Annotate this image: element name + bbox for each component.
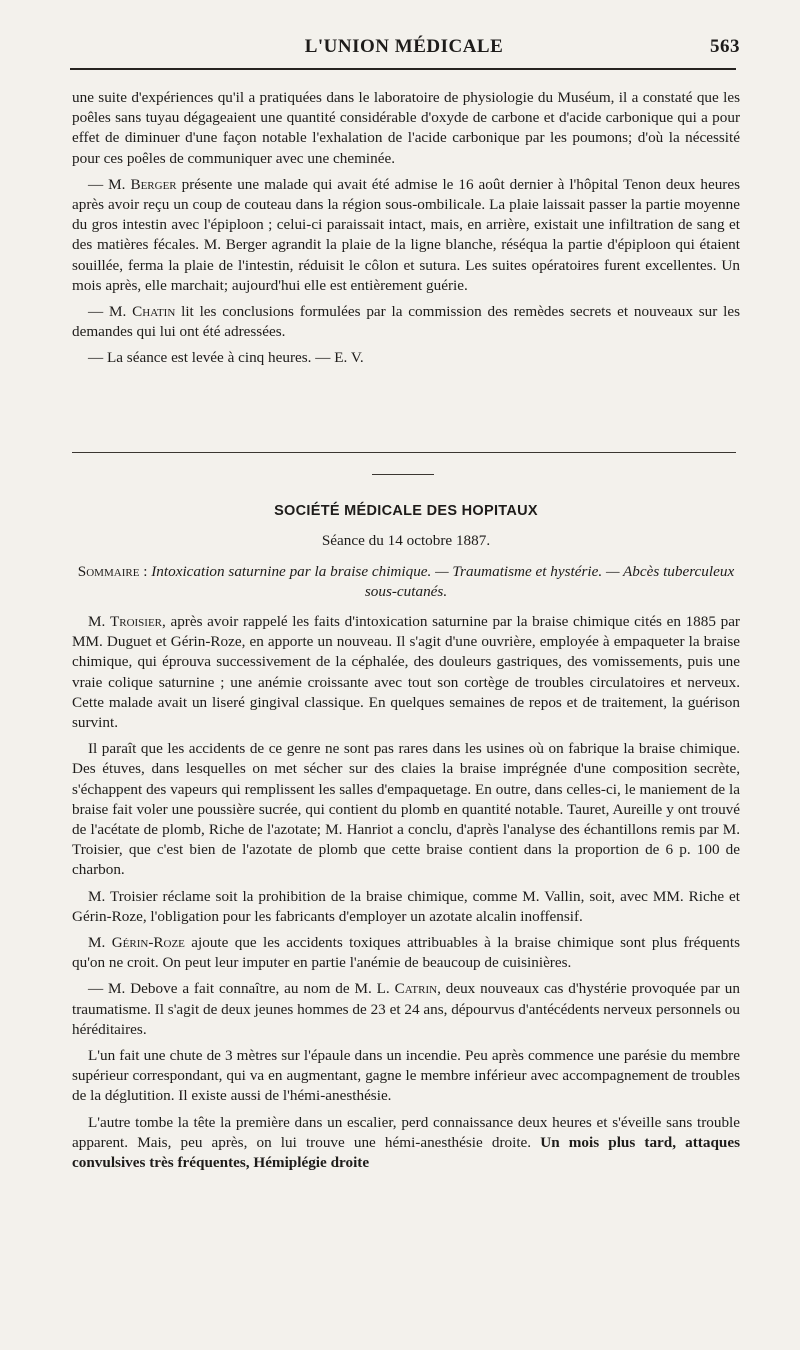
paragraph-text: , deux nouveaux cas d'hystérie provoquée par un traumatisme. Il s'agit de deux jeunes hommes de 23 et 24 ans, dépourvus d'antécédents nerveux personnels ou héréditaires. xyxy=(72,980,740,1038)
paragraph-gerin-roze xyxy=(72,933,740,973)
paragraph-text-bold: Un mois plus tard, attaques convulsives très fréquentes, Hémiplégie droite xyxy=(72,1133,741,1172)
paragraph-session-closed: — La séance est levée à cinq heures. — E. V. xyxy=(88,349,364,367)
paragraph-berger xyxy=(72,175,740,296)
short-rule xyxy=(372,474,434,475)
paragraph-prefix: — M. xyxy=(88,175,126,193)
running-head xyxy=(66,34,742,62)
author-name-chatin: Chatin xyxy=(132,303,176,321)
paragraph-second-case xyxy=(72,1113,740,1174)
paragraph-text: , après avoir rappelé les faits d'intoxication saturnine par la braise chimique cités en 1885 par MM. Duguet et Gérin-Roze, en apporte un nouveau. Il s'agit d'une ouvrière, employée à empaqueter la braise chimique, qui éprouva successivement de la céphalée, des douleurs gastriques, des vomissements, puis une vraie colique saturnine ; une anémie croissante avec tout son cortège de troubles circulatoires et nerveux. Cette malade avait un liseré gingival classique. En quelques semaines de repos et de traitement, la guérison survint. xyxy=(72,613,740,732)
author-name-troisier: Troisier xyxy=(109,613,163,630)
paragraph-debove-catrin xyxy=(72,979,740,1040)
upper-text-block xyxy=(72,88,740,375)
paragraph-text: lit les conclusions formulées par la commission des remèdes secrets et nouveaux sur les demandes qui lui ont été adressées. xyxy=(72,303,741,341)
lower-text-block xyxy=(72,612,740,1179)
session-date: Séance du 14 octobre 1887. xyxy=(321,532,491,549)
summary-items: Intoxication saturnine par la braise chimique. — Traumatisme et hystérie. — Abcès tuberculeux sous-cutanés. xyxy=(151,563,735,600)
paragraph-museum-experiments: une suite d'expériences qu'il a pratiquées dans le laboratoire de physiologie du Muséum, il a constaté que les poêles sans tuyau dégageaient une quantité considérable d'oxyde de carbone et d'acide carbonique qui a pour effet de diminuer d'une façon notable l'exhalation de l'acide carbonique par les poumons; d'où la nécessité pour ces poêles de communiquer avec une cheminée. xyxy=(72,89,740,167)
paragraph-troisier xyxy=(72,612,740,733)
author-name-catrin: Catrin xyxy=(394,980,438,998)
journal-title: L'UNION MÉDICALE xyxy=(304,36,504,57)
author-name-gerin-roze: Gérin-Roze xyxy=(111,934,185,952)
paragraph-text: L'autre tombe la tête la première dans un escalier, perd connaissance deux heures et s'éveille sans trouble apparent. Mais, peu après, on lui trouve une hémi-anesthésie droite. xyxy=(72,1113,740,1151)
paragraph-text: ajoute que les accidents toxiques attribuables à la braise chimique sont plus fréquents qu'on ne croit. On peut leur imputer en partie l'anémie de beaucoup de cuisinières. xyxy=(72,934,741,972)
paragraph-prefix: — M. xyxy=(88,303,127,321)
header-rule xyxy=(70,68,736,70)
paragraph-braise-factories: Il paraît que les accidents de ce genre ne sont pas rares dans les usines où on fabrique la braise chimique. Des étuves, dans lesquelles on met sécher sur des claies la braise imprégnée d'une composition secrète, s'échappent des vapeurs qui remplissent les salles d'empaquetage. En outre, dans celles-ci, le maniement de la braise fait voler une poussière sucrée, qui contient du plomb en quantité notable. Tauret, Aureille y ont trouvé de l'acétate de plomb, Riche de l'azotate; M. Hanriot a conclu, d'après l'analyse des échantillons remis par M. Troisier, que c'est bien de l'azotate de plomb que cette braise contient dans la proportion de 6 p. 100 de charbon. xyxy=(72,740,740,879)
section-divider xyxy=(72,452,736,453)
paragraph-troisier-prohibition: M. Troisier réclame soit la prohibition de la braise chimique, comme M. Vallin, soit, avec MM. Riche et Gérin-Roze, l'obligation pour les fabricants d'employer un azotate alcalin inoffensif. xyxy=(72,887,740,925)
session-summary xyxy=(72,562,740,602)
section-title: SOCIÉTÉ MÉDICALE DES HOPITAUX xyxy=(274,503,538,519)
paragraph-first-case: L'un fait une chute de 3 mètres sur l'épaule dans un incendie. Peu après commence une parésie du membre supérieur correspondant, qui va en augmentant, gagne le membre inférieur avec accompagnement de troubles de la déglutition. Il existe aussi de l'hémi-anesthésie. xyxy=(72,1047,740,1105)
paragraph-prefix: M. xyxy=(88,613,106,630)
paragraph-text: présente une malade qui avait été admise le 16 août dernier à l'hôpital Tenon deux heures après avoir reçu un coup de couteau dans la région sous-ombilicale. La plaie laissait passer la partie moyenne du gros intestin avec l'épiploon ; celui-ci paraissait intact, mais, en arrière, existait une infiltration de sang et des matières fécales. M. Berger agrandit la plaie de la ligne blanche, réséqua la partie d'épiploon qui étaient souillée, ferma la plaie de l'intestin, réduisit le côlon et sutura. Les suites opératoires furent excellentes. Un mois après, elle marchait; aujourd'hui elle est entièrement guérie. xyxy=(72,175,741,294)
paragraph-prefix: M. xyxy=(88,934,106,952)
author-name-berger: Berger xyxy=(130,175,177,193)
summary-label: Sommaire : xyxy=(77,563,148,580)
page-number: 563 xyxy=(710,36,740,57)
paragraph-prefix: — M. Debove a fait connaître, au nom de M. L. xyxy=(88,980,390,998)
paragraph-chatin xyxy=(72,302,740,342)
